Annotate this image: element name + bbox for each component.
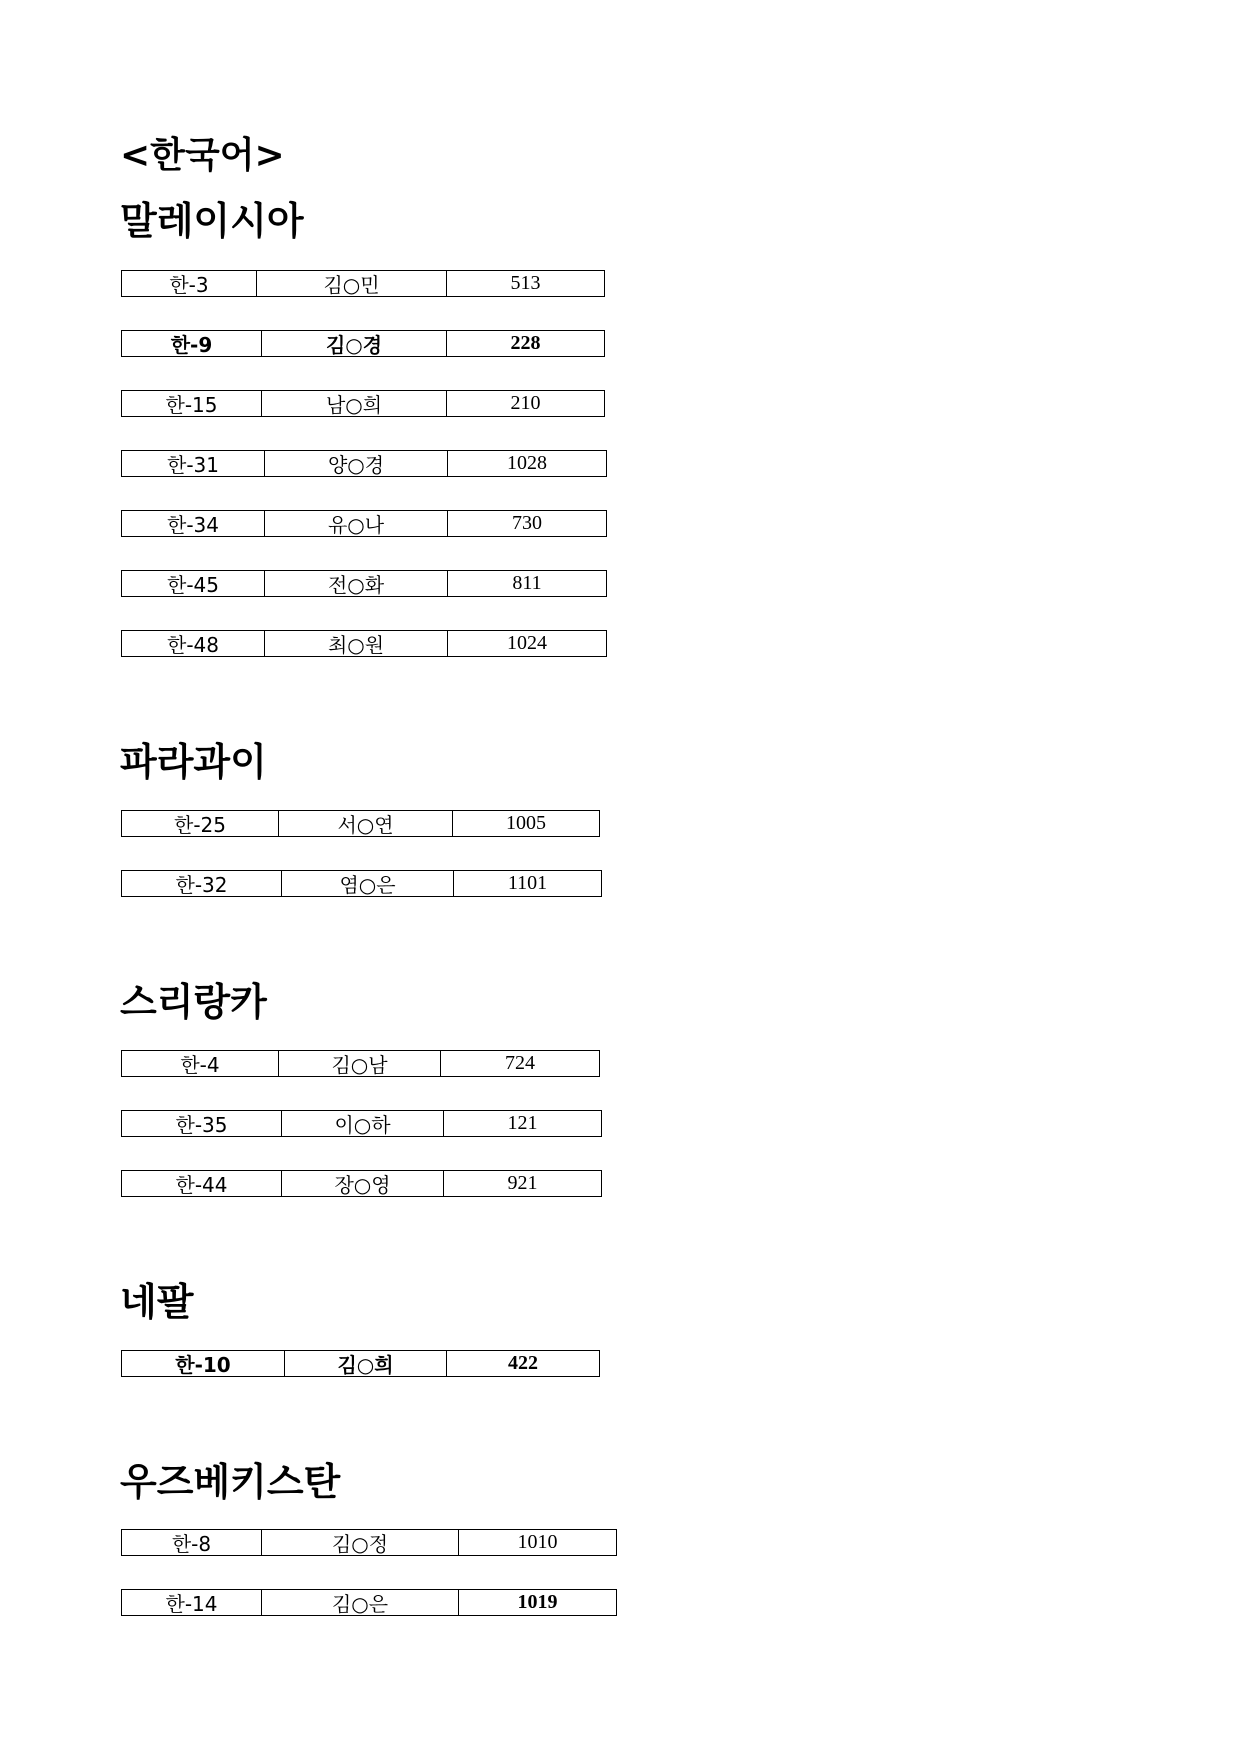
row-name: 최○원: [264, 631, 447, 656]
row-code: 한-25: [174, 813, 226, 837]
section-title-sri-lanka: 스리랑카: [120, 980, 267, 1024]
row-number: 121: [443, 1111, 601, 1136]
table-row: [121, 510, 607, 537]
table-row: [121, 450, 607, 477]
row-number: 730: [447, 511, 606, 536]
row-code: 한-32: [175, 873, 228, 897]
row-code: 한-44: [175, 1173, 228, 1197]
table-row: [121, 870, 602, 897]
section-title-uzbekistan: 우즈베키스탄: [120, 1460, 341, 1504]
row-name: 서○연: [278, 811, 452, 836]
row-name: 김○은: [261, 1590, 458, 1615]
row-name: 김○경: [261, 331, 446, 356]
row-code: 한-3: [169, 273, 209, 297]
row-code: 한-48: [167, 633, 219, 657]
row-code: 한-4: [180, 1053, 220, 1077]
row-name: 김○남: [278, 1051, 440, 1076]
section-title-paraguay: 파라과이: [120, 740, 267, 784]
table-row: [121, 1589, 617, 1616]
row-name: 전○화: [264, 571, 447, 596]
row-number: 921: [443, 1171, 601, 1196]
row-code: 한-34: [167, 513, 219, 537]
row-code: 한-45: [167, 573, 219, 597]
table-row: [121, 330, 605, 357]
row-name: 염○은: [281, 871, 453, 896]
row-number: 210: [446, 391, 604, 416]
row-number: 811: [447, 571, 606, 596]
section-title-nepal: 네팔: [120, 1280, 194, 1324]
row-code: 한-14: [165, 1592, 218, 1616]
row-number: 1028: [447, 451, 606, 476]
section-title-malaysia: 말레이시아: [120, 199, 304, 243]
row-name: 김○민: [256, 271, 446, 296]
table-row: [121, 1050, 600, 1077]
row-number: 1010: [458, 1530, 616, 1555]
row-number: 1024: [447, 631, 606, 656]
row-number: 1101: [453, 871, 601, 896]
row-name: 유○나: [264, 511, 447, 536]
table-row: [121, 390, 605, 417]
row-code: 한-35: [175, 1113, 228, 1137]
table-row: [121, 810, 600, 837]
table-row: [121, 1529, 617, 1556]
row-name: 남○희: [261, 391, 446, 416]
page-title: <한국어>: [120, 135, 285, 176]
row-number: 1005: [452, 811, 599, 836]
row-code: 한-8: [171, 1532, 212, 1556]
row-number: 513: [446, 271, 604, 296]
table-row: [121, 270, 605, 297]
row-code: 한-31: [167, 453, 219, 477]
table-row: [121, 630, 607, 657]
table-row: [121, 1110, 602, 1137]
row-name: 김○희: [284, 1351, 446, 1376]
row-name: 이○하: [281, 1111, 443, 1136]
row-number: 422: [446, 1351, 599, 1376]
row-code: 한-10: [175, 1353, 231, 1377]
table-row: [121, 570, 607, 597]
row-name: 김○정: [261, 1530, 458, 1555]
row-number: 228: [446, 331, 604, 356]
row-name: 양○경: [264, 451, 447, 476]
row-name: 장○영: [281, 1171, 443, 1196]
table-row: [121, 1350, 600, 1377]
row-number: 724: [440, 1051, 599, 1076]
row-code: 한-15: [165, 393, 218, 417]
table-row: [121, 1170, 602, 1197]
row-number: 1019: [458, 1590, 616, 1615]
row-code: 한-9: [170, 333, 213, 357]
